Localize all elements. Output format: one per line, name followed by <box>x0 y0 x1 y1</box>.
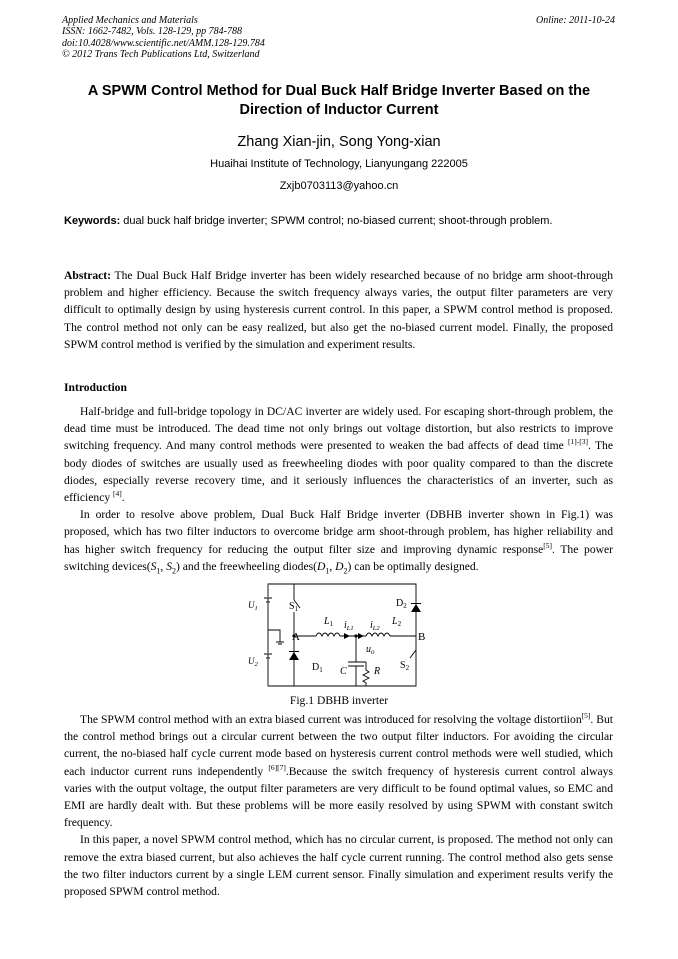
citation[interactable]: [5] <box>581 711 591 721</box>
citation[interactable]: [1]-[3] <box>568 437 589 447</box>
svg-text:U2 <box>248 656 259 668</box>
subscript: 1 <box>156 566 161 576</box>
il1-subscript: L1 <box>346 625 354 632</box>
p3-text-b: . But the control method brings out a circular current between the two output filter inductors. For avoiding the circular current, the no-biased half cycle current mode based on hysteresis current control methods were well studied, which each inductor current runs independently <box>64 713 613 778</box>
citation[interactable]: [5] <box>543 540 552 550</box>
s1-subscript: 1 <box>294 605 299 613</box>
separator: , <box>329 559 336 573</box>
p2-text-b: . The power switching devices( <box>64 542 613 573</box>
symbol-d: D <box>317 559 326 573</box>
affiliation: Huaihai Institute of Technology, Lianyungang 222005 <box>210 158 468 170</box>
capacitor-c-symbol <box>348 636 364 686</box>
doi-line[interactable]: doi:10.4028/www.scientific.net/AMM.128-129.784 <box>62 37 265 49</box>
p2-text-c: ) and the freewheeling diodes( <box>176 559 317 573</box>
current-arrow-il2 <box>358 633 364 639</box>
figure-caption: Fig.1 DBHB inverter <box>289 694 389 707</box>
p2-text-a: In order to resolve above problem, Dual Buck Half Bridge inverter (DBHB inverter shown in Fig.1) was proposed, which has two filter inductors to overcome bridge arm shoot-through problem, has higher reliability and has higher switch frequency for reducing the output filter size and improving dynamic response <box>64 508 613 556</box>
inductor-l1-symbol <box>316 633 340 636</box>
p1-text-c: . <box>121 491 125 505</box>
journal-name: Applied Mechanics and Materials <box>62 15 198 26</box>
node-out-dot <box>354 634 357 637</box>
svg-text:S1 <box>289 601 299 613</box>
symbol-d: D <box>335 559 344 573</box>
abstract-label: Abstract: <box>64 269 112 282</box>
diode-d1-bar <box>289 651 299 652</box>
paper-title: A SPWM Control Method for Dual Buck Half Bridge Inverter Based on the Direction of Inductor Current <box>87 83 591 118</box>
intro-block-2 <box>64 711 613 900</box>
svg-text:D2 <box>396 598 407 610</box>
keywords <box>64 214 613 230</box>
circuit-marks <box>289 603 421 660</box>
subscript: 2 <box>172 566 176 576</box>
l2-subscript: 2 <box>397 620 402 628</box>
section-heading-introduction: Introduction <box>64 381 127 394</box>
svg-text:iL2 <box>370 620 380 632</box>
switch-s2-symbol <box>410 650 416 658</box>
diode-d2-bar <box>411 603 421 604</box>
subscript: 2 <box>343 566 348 576</box>
node-a-label: A <box>292 631 300 643</box>
svg-text:L2 <box>391 616 402 628</box>
u1-subscript: 1 <box>254 605 258 612</box>
svg-text:uo <box>366 644 375 656</box>
svg-text:D1 <box>312 662 323 674</box>
separator: , <box>160 559 167 573</box>
journal-header <box>62 15 265 60</box>
p1-text-b: . The body diodes of switches are usually used as freewheeling diodes with poor quality compared to than the discrete diodes, especially reverse recovery time, and it seriously influences the characteristics of an inverter, such as efficiency <box>64 439 613 505</box>
u1-label: U <box>248 600 255 610</box>
uo-subscript: o <box>371 648 375 656</box>
symbol-s: S <box>150 559 157 573</box>
l1-label: L <box>324 616 330 627</box>
issn-line: ISSN: 1662-7482, Vols. 128-129, pp 784-788 <box>62 26 242 38</box>
uo-label: u <box>366 644 371 655</box>
il1-label: i <box>344 620 347 631</box>
author-email[interactable]: Zxjb0703113@yahoo.cn <box>279 180 399 192</box>
s1-label: S <box>289 601 295 612</box>
s2-label: S <box>400 660 406 671</box>
node-b-label: B <box>418 631 426 643</box>
il2-subscript: L2 <box>372 625 380 632</box>
circuit-diagram <box>236 578 446 704</box>
u2-subscript: 2 <box>254 661 258 668</box>
u2-label: U <box>248 656 255 666</box>
d1-label: D <box>312 662 320 673</box>
resistor-label: R <box>374 666 381 677</box>
d2-label: D <box>396 598 404 609</box>
svg-text:S2 <box>400 660 410 672</box>
abstract <box>64 267 613 353</box>
paragraph-1 <box>64 403 613 506</box>
intro-block-1 <box>64 403 613 575</box>
l1-subscript: 1 <box>329 620 334 628</box>
svg-text:iL1 <box>344 620 354 632</box>
paragraph-4: In this paper, a novel SPWM control method, which has no circular current, is proposed. The method not only can remove the extra biased current, but also achieves the half cycle current running. The control method also gets sense the two filter inductors current by a single LEM current sensor. Finally simulation and experiment results verify the proposed SPWM control method. <box>64 833 613 899</box>
p3-text-c: .Because the switch frequency of hysteresis current control always varies with the output voltage, the output filter parameters are very difficult to be found optimal values, so EMC and EMI are hardly dealt with. But these problems will be more easily resolved by using SPWM with constant switch frequency. <box>64 764 613 830</box>
diode-d1-symbol <box>289 652 299 660</box>
paragraph-3 <box>64 711 613 831</box>
citation[interactable]: [4] <box>113 489 122 499</box>
copyright-line: © 2012 Trans Tech Publications Ltd, Switzerland <box>62 48 260 60</box>
symbol-s: S <box>166 559 172 573</box>
d1-subscript: 1 <box>319 666 323 674</box>
author-list: Zhang Xian-jin, Song Yong-xian <box>237 134 441 150</box>
abstract-text: The Dual Buck Half Bridge inverter has been widely researched because of no bridge arm shoot-through problem and higher efficiency. Because the switch frequency always varies, the output filter parameters are very difficult to optimally design by using hysteresis current control. In this paper, a SPWM control method is proposed. The control method not only can be easy realized, but also get the no-biased current model. Finally, the proposed SPWM control method is verified by the simulation and experiment results. <box>64 269 613 351</box>
inductor-l2-symbol <box>366 633 390 636</box>
online-date: Online: 2011-10-24 <box>536 15 615 26</box>
d2-subscript: 2 <box>403 602 407 610</box>
svg-text:U1 <box>248 600 258 612</box>
paragraph-2 <box>64 506 613 575</box>
p3-text-a: The SPWM control method with an extra biased current was introduced for resolving the voltage distortiion <box>80 713 582 726</box>
subscript: 1 <box>325 566 330 576</box>
capacitor-label: C <box>340 666 347 677</box>
ground-symbol <box>276 642 284 644</box>
p2-text-e: ) can be optimally designed. <box>347 559 479 573</box>
citation[interactable]: [6][7] <box>268 762 286 772</box>
p1-text-a: Half-bridge and full-bridge topology in DC/AC inverter are widely used. For escaping short-through problem, the dead time must be introduced. The dead time not only brings out voltage distortion, but also restricts to improve switching frequency. And many control methods were presented to weaken the bad affects of dead time <box>64 405 613 453</box>
keywords-label: Keywords: <box>64 215 121 227</box>
midpoint-wire <box>268 630 280 642</box>
diode-d2-symbol <box>411 604 421 612</box>
il2-label: i <box>370 620 373 631</box>
l2-label: L <box>392 616 398 627</box>
s2-subscript: 2 <box>405 664 410 672</box>
svg-text:L1 <box>323 616 334 628</box>
current-arrow-il1 <box>344 633 350 639</box>
keywords-text: dual buck half bridge inverter; SPWM control; no-biased current; shoot-through problem. <box>120 215 553 227</box>
